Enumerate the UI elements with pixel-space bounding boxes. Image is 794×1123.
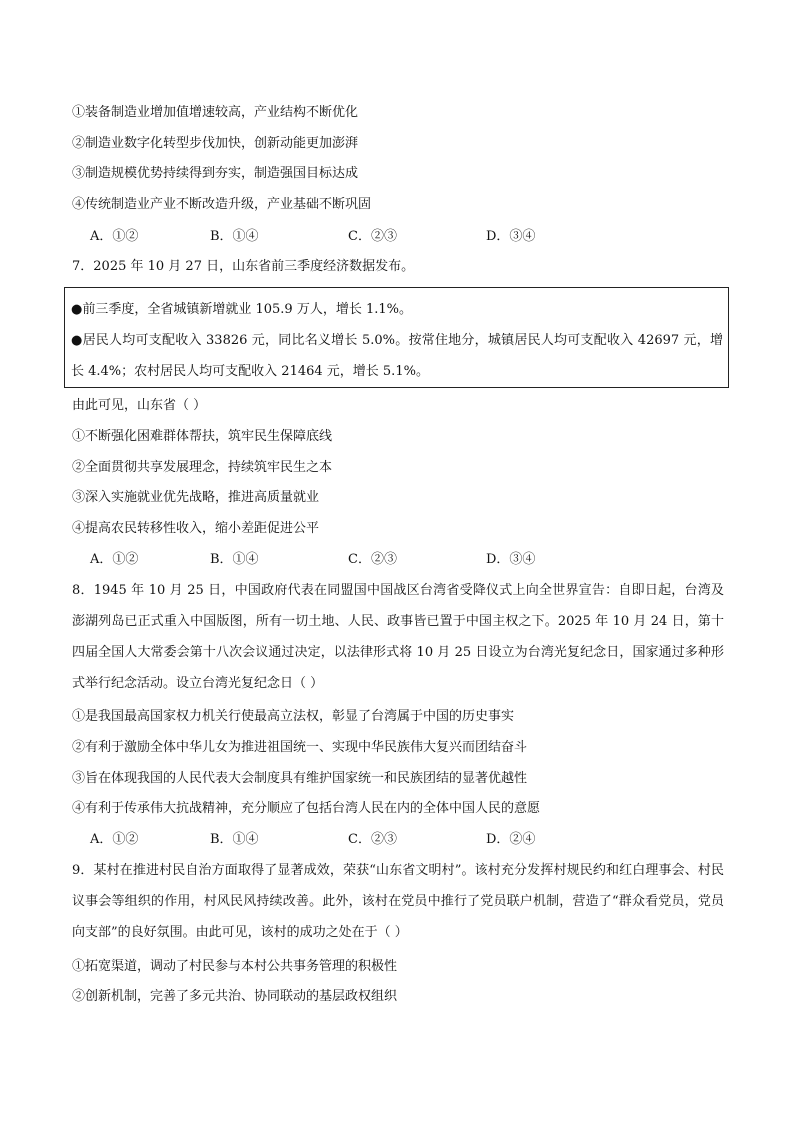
- q7-statement-3: ③深入实施就业优先战略，推进高质量就业: [72, 490, 320, 505]
- q7-option-a[interactable]: A．①②: [90, 552, 139, 567]
- q7-statement-1: ①不断强化困难群体帮扶，筑牢民生保障底线: [72, 429, 333, 444]
- q6-option-a[interactable]: A．①②: [90, 229, 139, 244]
- q8-option-d[interactable]: D．②④: [486, 832, 536, 847]
- q8-statement-1: ①是我国最高国家权力机关行使最高立法权，彰显了台湾属于中国的历史事实: [72, 709, 515, 724]
- q9-stem: 9．某村在推进村民自治方面取得了显著成效，荣获“山东省文明村”。该村充分发挥村规民约和红白理事会、村民议事会等组织的作用，村风民风持续改善。此外，该村在党员中推行了党员联户机制，营造了“群众看党员，党员向支部”的良好氛围。由此可见，该村的成功之处在于（ ）: [72, 863, 724, 940]
- q7-option-c[interactable]: C．②③: [348, 552, 397, 567]
- q7-material-line-2: ●居民人均可支配收入 33826 元，同比名义增长 5.0%。按常住地分，城镇居民人均可支配收入 42697 元，增长 4.4%；农村居民人均可支配收入 21464 元，增长 5.1%。: [71, 333, 723, 379]
- q6-statement-1: ①装备制造业增加值增速较高，产业结构不断优化: [72, 105, 359, 120]
- q7-material-line-1: ●前三季度，全省城镇新增就业 105.9 万人，增长 1.1%。: [71, 302, 412, 317]
- q6-statement-3: ③制造规模优势持续得到夯实，制造强国目标达成: [72, 166, 359, 181]
- q7-statement-2: ②全面贯彻共享发展理念，持续筑牢民生之本: [72, 460, 333, 475]
- q9-statement-1: ①拓宽渠道，调动了村民参与本村公共事务管理的积极性: [72, 959, 398, 974]
- q7-lead: 由此可见，山东省（ ）: [72, 398, 207, 413]
- q7-material-box: [64, 287, 729, 388]
- q6-option-d[interactable]: D．③④: [486, 229, 536, 244]
- q8-option-b[interactable]: B．①④: [210, 832, 259, 847]
- q7-statement-4: ④提高农民转移性收入，缩小差距促进公平: [72, 521, 320, 536]
- q7-option-b[interactable]: B．①④: [210, 552, 259, 567]
- q9-statement-2: ②创新机制，完善了多元共治、协同联动的基层政权组织: [72, 989, 398, 1004]
- q6-option-b[interactable]: B．①④: [210, 229, 259, 244]
- q8-option-a[interactable]: A．①②: [90, 832, 139, 847]
- q6-option-c[interactable]: C．②③: [348, 229, 397, 244]
- q7-stem: 7．2025 年 10 月 27 日，山东省前三季度经济数据发布。: [72, 259, 415, 274]
- q6-statement-4: ④传统制造业产业不断改造升级，产业基础不断巩固: [72, 197, 372, 212]
- q8-statement-2: ②有利于激励全体中华儿女为推进祖国统一、实现中华民族伟大复兴而团结奋斗: [72, 740, 528, 755]
- q6-statement-2: ②制造业数字化转型步伐加快，创新动能更加澎湃: [72, 136, 359, 151]
- q8-statement-4: ④有利于传承伟大抗战精神，充分顺应了包括台湾人民在内的全体中国人民的意愿: [72, 801, 541, 816]
- q7-option-d[interactable]: D．③④: [486, 552, 536, 567]
- q8-option-c[interactable]: C．②③: [348, 832, 397, 847]
- q8-stem: 8．1945 年 10 月 25 日，中国政府代表在同盟国中国战区台湾省受降仪式上向全世界宣告：自即日起，台湾及澎湖列岛已正式重入中国版图，所有一切土地、人民、政事皆已置于中国主权之下。2025 年 10 月 24 日，第十四届全国人大常委会第十八次会议通过决定，以法律形式将 10 月 25 日设立为台湾光复纪念日，国家通过多种形式举行纪念活动。设立台湾光复纪念日（ ）: [72, 583, 724, 691]
- q8-statement-3: ③旨在体现我国的人民代表大会制度具有维护国家统一和民族团结的显著优越性: [72, 771, 528, 786]
